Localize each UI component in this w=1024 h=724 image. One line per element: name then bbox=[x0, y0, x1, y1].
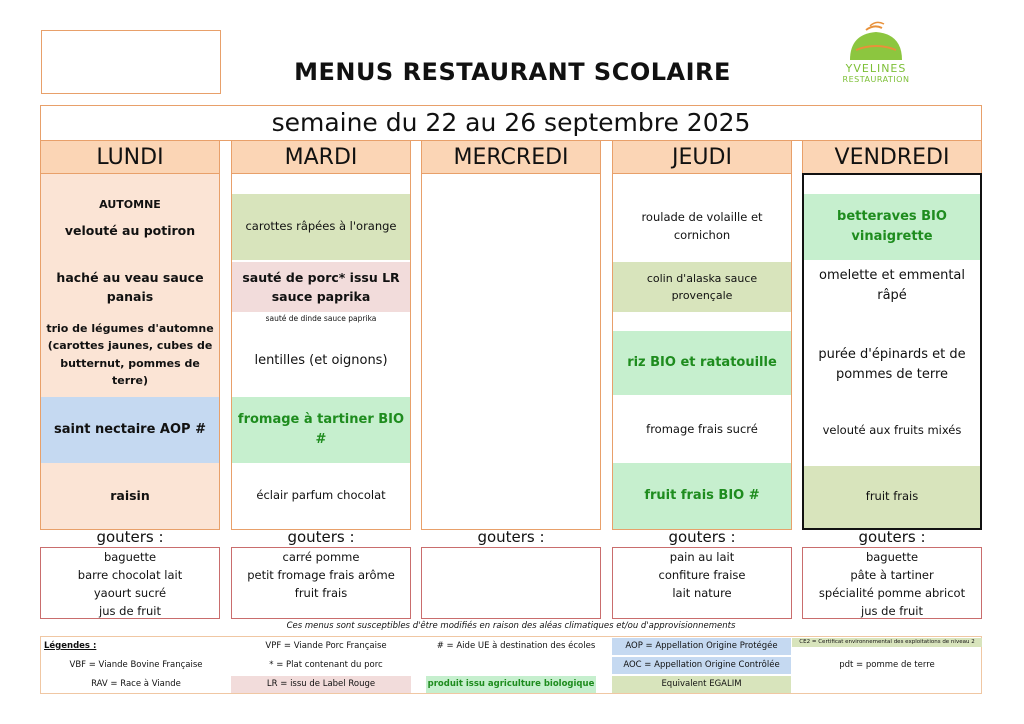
jeudi-dessert: fruit frais BIO # bbox=[613, 463, 791, 529]
lundi-dessert: raisin bbox=[110, 488, 150, 504]
week-title: semaine du 22 au 26 septembre 2025 bbox=[40, 105, 982, 141]
disclaimer-note: Ces menus sont susceptibles d'être modifiés en raison des aléas climatiques et/ou d'approvisionnements bbox=[286, 621, 736, 631]
gouter-item: pâte à tartiner bbox=[850, 568, 934, 582]
gouter-label-lundi: gouters : bbox=[96, 528, 164, 546]
gouter-label-jeudi: gouters : bbox=[668, 528, 736, 546]
legend-aop: AOP = Appellation Origine Protégée bbox=[612, 638, 791, 655]
jeudi-starter: roulade de volaille et cornichon bbox=[641, 210, 763, 242]
legend-egalim: Equivalent EGALIM bbox=[612, 676, 791, 693]
gouter-mardi bbox=[231, 547, 411, 619]
gouter-jeudi bbox=[612, 547, 792, 619]
logo-icon bbox=[826, 20, 926, 64]
gouter-label-mercredi: gouters : bbox=[477, 528, 545, 546]
mardi-starter: carottes râpées à l'orange bbox=[232, 194, 410, 260]
vendredi-main: omelette et emmental râpé bbox=[818, 267, 965, 303]
jeudi-side: riz BIO et ratatouille bbox=[613, 331, 791, 395]
column-mercredi bbox=[421, 140, 601, 530]
gouter-item: pain au lait bbox=[669, 550, 735, 564]
gouter-vendredi bbox=[802, 547, 982, 619]
gouter-item: confiture fraise bbox=[658, 568, 746, 582]
column-mardi bbox=[231, 140, 411, 530]
vendredi-starter: betteraves BIO vinaigrette bbox=[804, 194, 980, 260]
gouter-item: baguette bbox=[865, 550, 919, 564]
lundi-starter bbox=[41, 174, 219, 262]
legend-rav: RAV = Race à Viande bbox=[91, 679, 181, 689]
vendredi-side: purée d'épinards et de pommes de terre bbox=[818, 346, 966, 382]
legend-porc: * = Plat contenant du porc bbox=[269, 660, 383, 670]
gouter-item: spécialité pomme abricot bbox=[818, 586, 966, 600]
gouter-label-mardi: gouters : bbox=[287, 528, 355, 546]
mardi-side: lentilles (et oignons) bbox=[254, 353, 388, 369]
mardi-main: sauté de porc* issu LR sauce paprika bbox=[232, 262, 410, 312]
gouter-item: fruit frais bbox=[294, 586, 348, 600]
lundi-main: haché au veau sauce panais bbox=[56, 269, 204, 304]
gouter-item: lait nature bbox=[672, 586, 732, 600]
day-header-vendredi: VENDREDI bbox=[803, 141, 981, 174]
gouter-item: baguette bbox=[103, 550, 157, 564]
mardi-cheese: fromage à tartiner BIO # bbox=[232, 397, 410, 463]
lundi-cheese: saint nectaire AOP # bbox=[41, 397, 219, 463]
legend-aoc: AOC = Appellation Origine Contrôlée bbox=[612, 657, 791, 674]
page-title: MENUS RESTAURANT SCOLAIRE bbox=[294, 58, 731, 86]
gouter-mercredi bbox=[421, 547, 601, 619]
legend-ce2: CE2 = Certificat environnemental des exploitations de niveau 2 bbox=[792, 638, 982, 647]
lundi-side: trio de légumes d'automne (carottes jaunes, cubes de butternut, pommes de terre) bbox=[46, 322, 214, 387]
column-lundi bbox=[40, 140, 220, 530]
lundi-theme: AUTOMNE bbox=[99, 197, 161, 211]
jeudi-cheese: fromage frais sucré bbox=[646, 422, 758, 437]
logo-text-2: RESTAURATION bbox=[842, 75, 910, 84]
gouter-lundi bbox=[40, 547, 220, 619]
vendredi-dessert: fruit frais bbox=[804, 466, 980, 528]
legend-title: Légendes : bbox=[44, 641, 97, 651]
gouter-item: petit fromage frais arôme bbox=[247, 568, 395, 582]
vendredi-cheese: velouté aux fruits mixés bbox=[822, 423, 962, 438]
day-header-mardi: MARDI bbox=[232, 141, 410, 174]
legend-vbf: VBF = Viande Bovine Française bbox=[69, 660, 203, 670]
legend bbox=[40, 636, 982, 694]
vendredi-frame bbox=[802, 173, 982, 530]
legend-bio: produit issu agriculture biologique bbox=[426, 676, 596, 693]
legend-lr: LR = issu de Label Rouge bbox=[231, 676, 411, 693]
gouter-label-vendredi: gouters : bbox=[858, 528, 926, 546]
gouter-item: barre chocolat lait bbox=[77, 568, 183, 582]
day-header-lundi: LUNDI bbox=[41, 141, 219, 174]
legend-pdt: pdt = pomme de terre bbox=[839, 660, 935, 670]
gouter-item: yaourt sucré bbox=[93, 586, 167, 600]
lundi-entree: velouté au potiron bbox=[64, 222, 196, 238]
gouter-item: jus de fruit bbox=[99, 604, 161, 618]
logo-text-1: YVELINES bbox=[845, 62, 907, 75]
legend-aide: # = Aide UE à destination des écoles bbox=[436, 641, 596, 651]
legend-vpf: VPF = Viande Porc Française bbox=[265, 641, 387, 651]
jeudi-main: colin d'alaska sauce provençale bbox=[613, 262, 791, 312]
day-header-jeudi: JEUDI bbox=[613, 141, 791, 174]
gouter-item: carré pomme bbox=[282, 550, 360, 564]
column-jeudi bbox=[612, 140, 792, 530]
info-box bbox=[41, 30, 221, 94]
gouter-item: jus de fruit bbox=[861, 604, 923, 618]
mardi-dessert: éclair parfum chocolat bbox=[256, 488, 386, 503]
day-header-mercredi: MERCREDI bbox=[422, 141, 600, 174]
mardi-alt-main: sauté de dinde sauce paprika bbox=[265, 314, 377, 324]
yvelines-logo bbox=[826, 20, 926, 92]
